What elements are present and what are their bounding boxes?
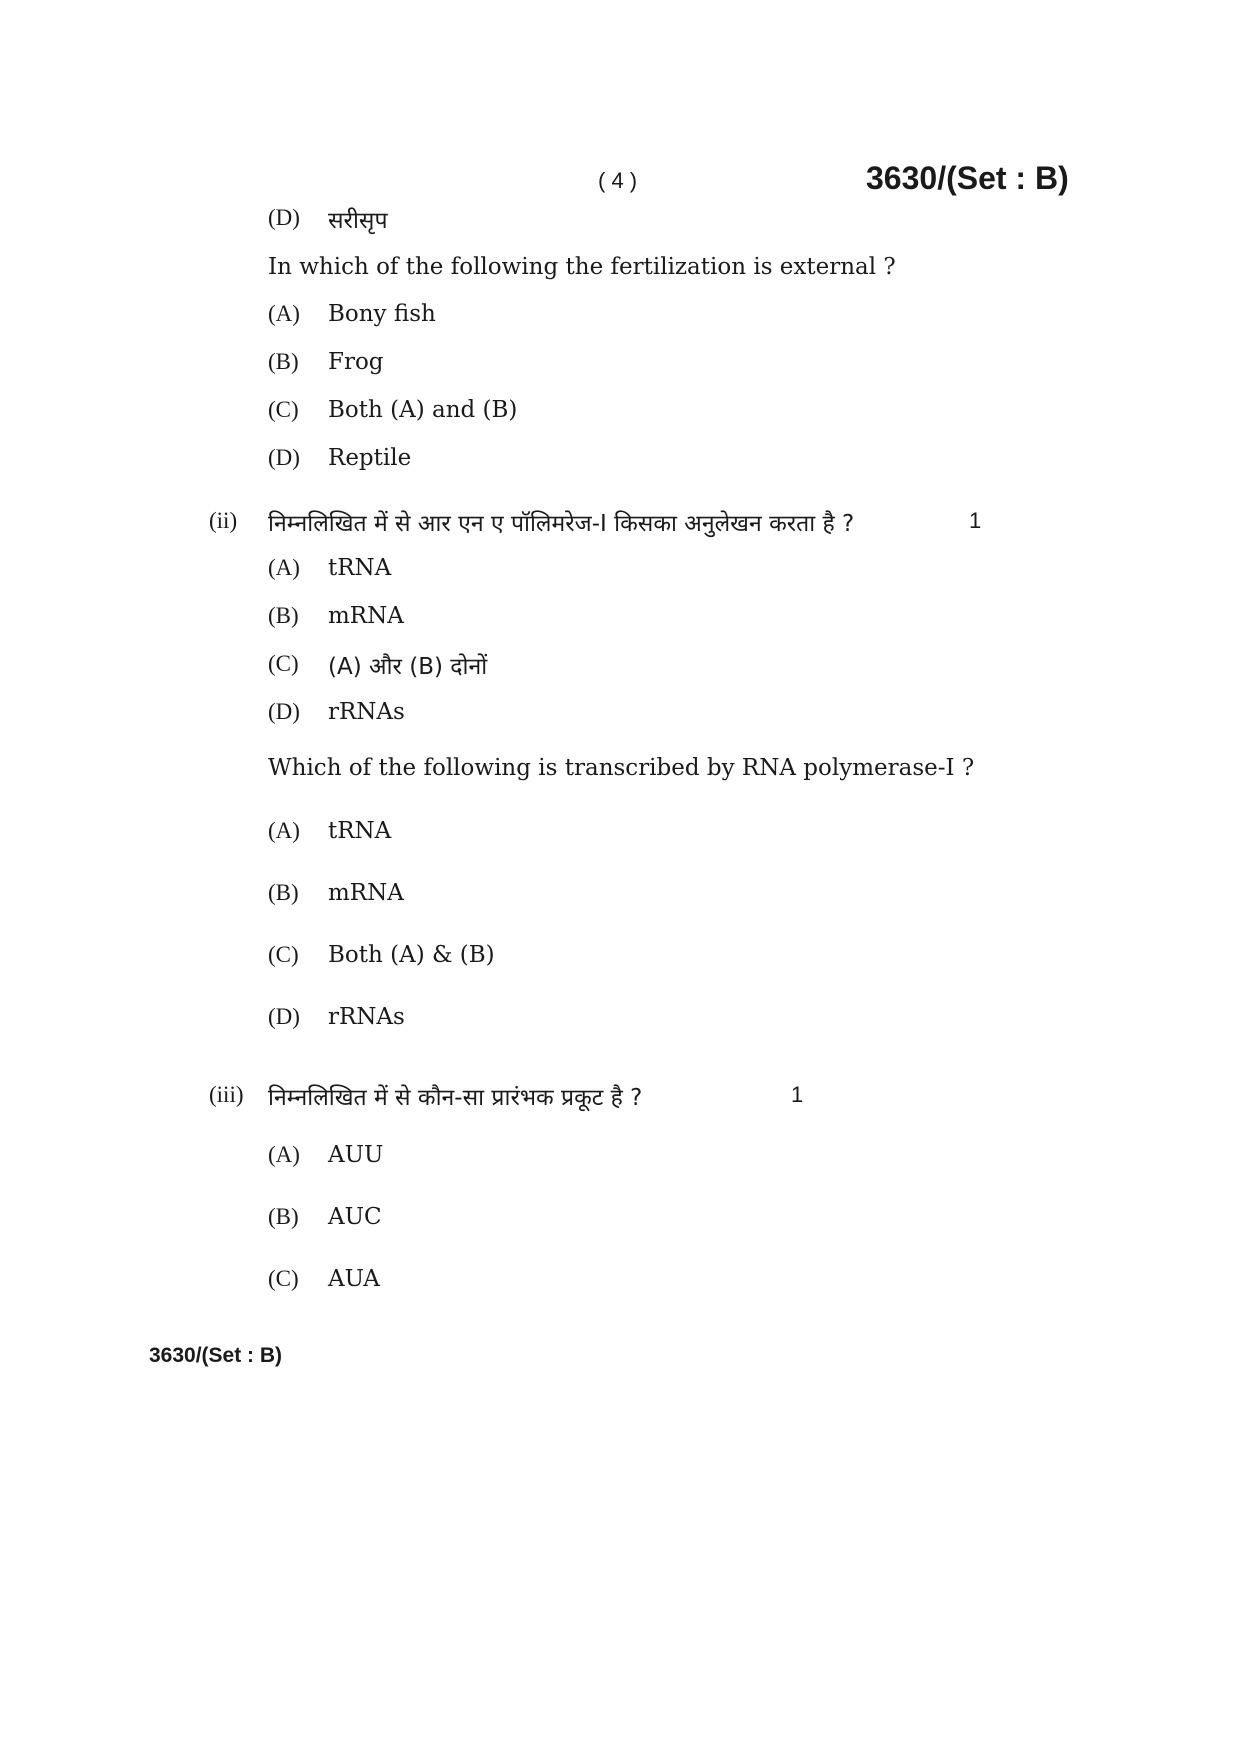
question-number: (iii) — [209, 1082, 244, 1107]
option-text: Frog — [328, 349, 384, 375]
question-text-hindi: निम्नलिखित में से आर एन ए पॉलिमरेज-I किसका अनुलेखन करता है ? — [268, 511, 855, 537]
option-letter: (D) — [268, 205, 300, 230]
question-text-hindi: निम्नलिखित में से कौन-सा प्रारंभक प्रकूट है ? — [268, 1085, 643, 1111]
option-text: AUC — [328, 1204, 382, 1230]
option-text: Bony fish — [328, 301, 436, 327]
option-letter: (A) — [268, 555, 300, 580]
option-text: (A) और (B) दोनों — [328, 654, 488, 680]
option-letter: (A) — [268, 1142, 300, 1167]
question-text-english: In which of the following the fertilization is external ? — [268, 254, 896, 280]
option-letter: (C) — [268, 651, 299, 676]
option-letter: (B) — [268, 880, 299, 905]
option-text: tRNA — [328, 555, 392, 581]
option-text: rRNAs — [328, 699, 405, 725]
option-text: Reptile — [328, 445, 412, 471]
question-text-english: Which of the following is transcribed by RNA polymerase-I ? — [268, 755, 975, 781]
option-letter: (A) — [268, 301, 300, 326]
option-letter: (B) — [268, 349, 299, 374]
option-text: सरीसृप — [328, 208, 388, 234]
option-text: Both (A) & (B) — [328, 942, 495, 968]
question-marks: 1 — [969, 508, 982, 533]
option-letter: (B) — [268, 1204, 299, 1229]
question-number: (ii) — [209, 508, 238, 533]
option-text: tRNA — [328, 818, 392, 844]
paper-code-footer: 3630/(Set : B) — [149, 1344, 283, 1367]
option-letter: (C) — [268, 397, 299, 422]
question-marks: 1 — [791, 1082, 804, 1107]
option-text: rRNAs — [328, 1004, 405, 1030]
option-letter: (A) — [268, 818, 300, 843]
option-text: AUA — [328, 1266, 380, 1292]
option-text: AUU — [328, 1142, 384, 1168]
option-letter: (B) — [268, 603, 299, 628]
option-text: Both (A) and (B) — [328, 397, 518, 423]
option-letter: (D) — [268, 1004, 300, 1029]
option-letter: (D) — [268, 445, 300, 470]
option-letter: (D) — [268, 699, 300, 724]
option-letter: (C) — [268, 1266, 299, 1291]
option-text: mRNA — [328, 880, 404, 906]
option-letter: (C) — [268, 942, 299, 967]
option-text: mRNA — [328, 603, 404, 629]
page-number: ( 4 ) — [598, 168, 638, 193]
paper-code-header: 3630/(Set : B) — [866, 160, 1069, 196]
